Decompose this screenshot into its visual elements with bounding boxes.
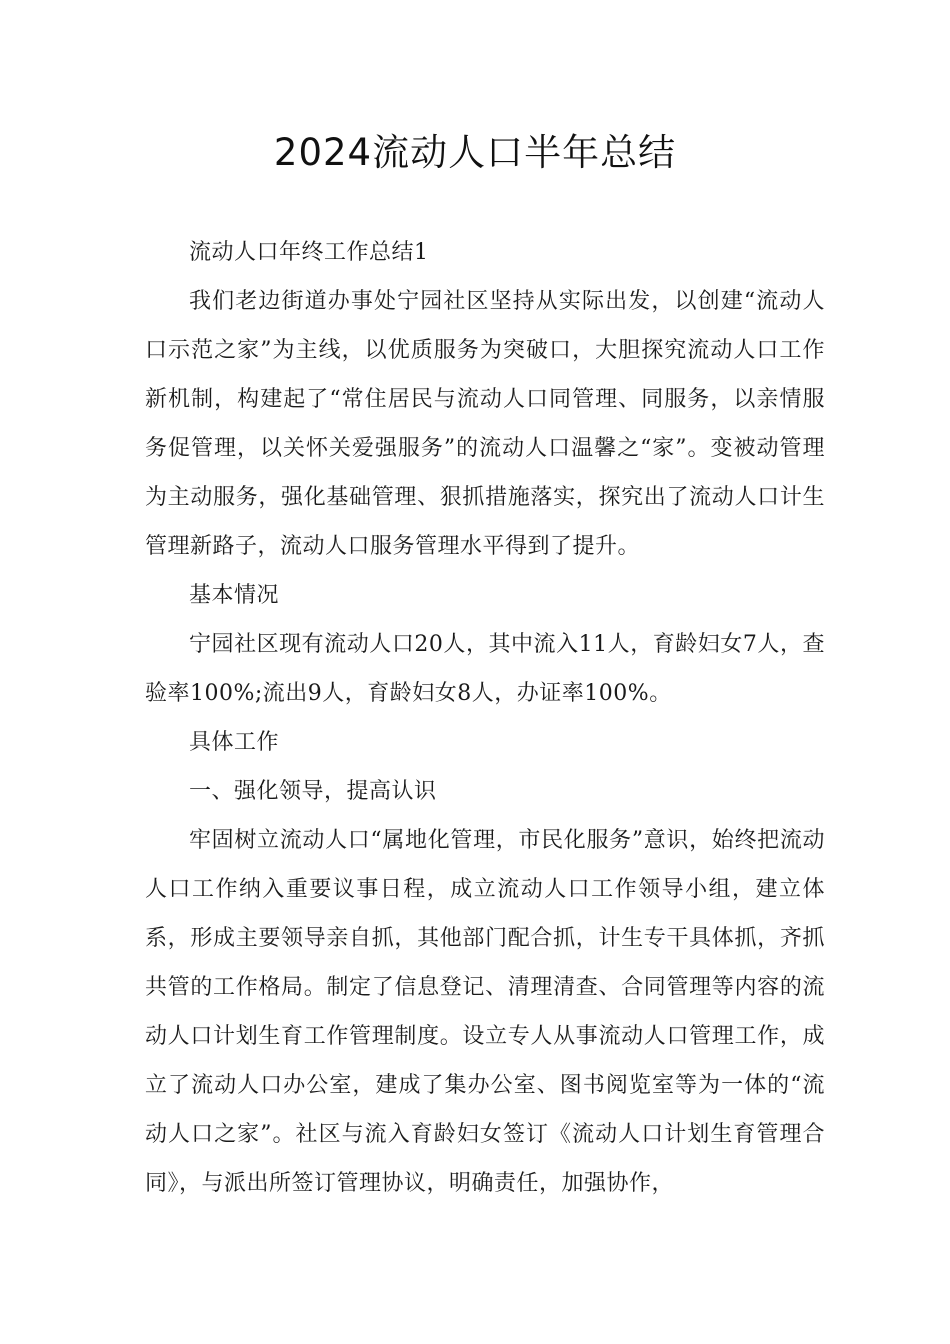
section-heading: 一、强化领导，提高认识 bbox=[189, 779, 437, 804]
body-paragraph: 我们老边街道办事处宁园社区坚持从实际出发，以创建“流动人口示范之家”为主线，以优质服务为突破口，大胆探究流动人口工作新机制，构建起了“常住居民与流动人口同管理、同服务，以亲情服务促管理，以关怀关爱强服务”的流动人口温馨之“家”。变被动管理为主动服务，强化基础管理、狠抓措施落实，探究出了流动人口计生管理新路子，流动人口服务管理水平得到了提升。 bbox=[145, 289, 825, 559]
document-title: 2024流动人口半年总结 bbox=[273, 131, 677, 174]
section-heading: 流动人口年终工作总结1 bbox=[189, 240, 429, 265]
body-paragraph: 牢固树立流动人口“属地化管理，市民化服务”意识，始终把流动人口工作纳入重要议事日程，成立流动人口工作领导小组，建立体系，形成主要领导亲自抓，其他部门配合抓，计生专干具体抓，齐抓共管的工作格局。制定了信息登记、清理清查、合同管理等内容的流动人口计划生育工作管理制度。设立专人从事流动人口管理工作，成立了流动人口办公室，建成了集办公室、图书阅览室等为一体的“流动人口之家”。社区与流入育龄妇女签订《流动人口计划生育管理合同》，与派出所签订管理协议，明确责任，加强协作， bbox=[145, 828, 825, 1196]
section-heading: 具体工作 bbox=[189, 730, 280, 755]
document-body bbox=[145, 228, 825, 1208]
body-paragraph: 宁园社区现有流动人口20人，其中流入11人，育龄妇女7人，查验率100%;流出9人，育龄妇女8人，办证率100%。 bbox=[145, 632, 825, 706]
section-heading: 基本情况 bbox=[189, 583, 280, 608]
